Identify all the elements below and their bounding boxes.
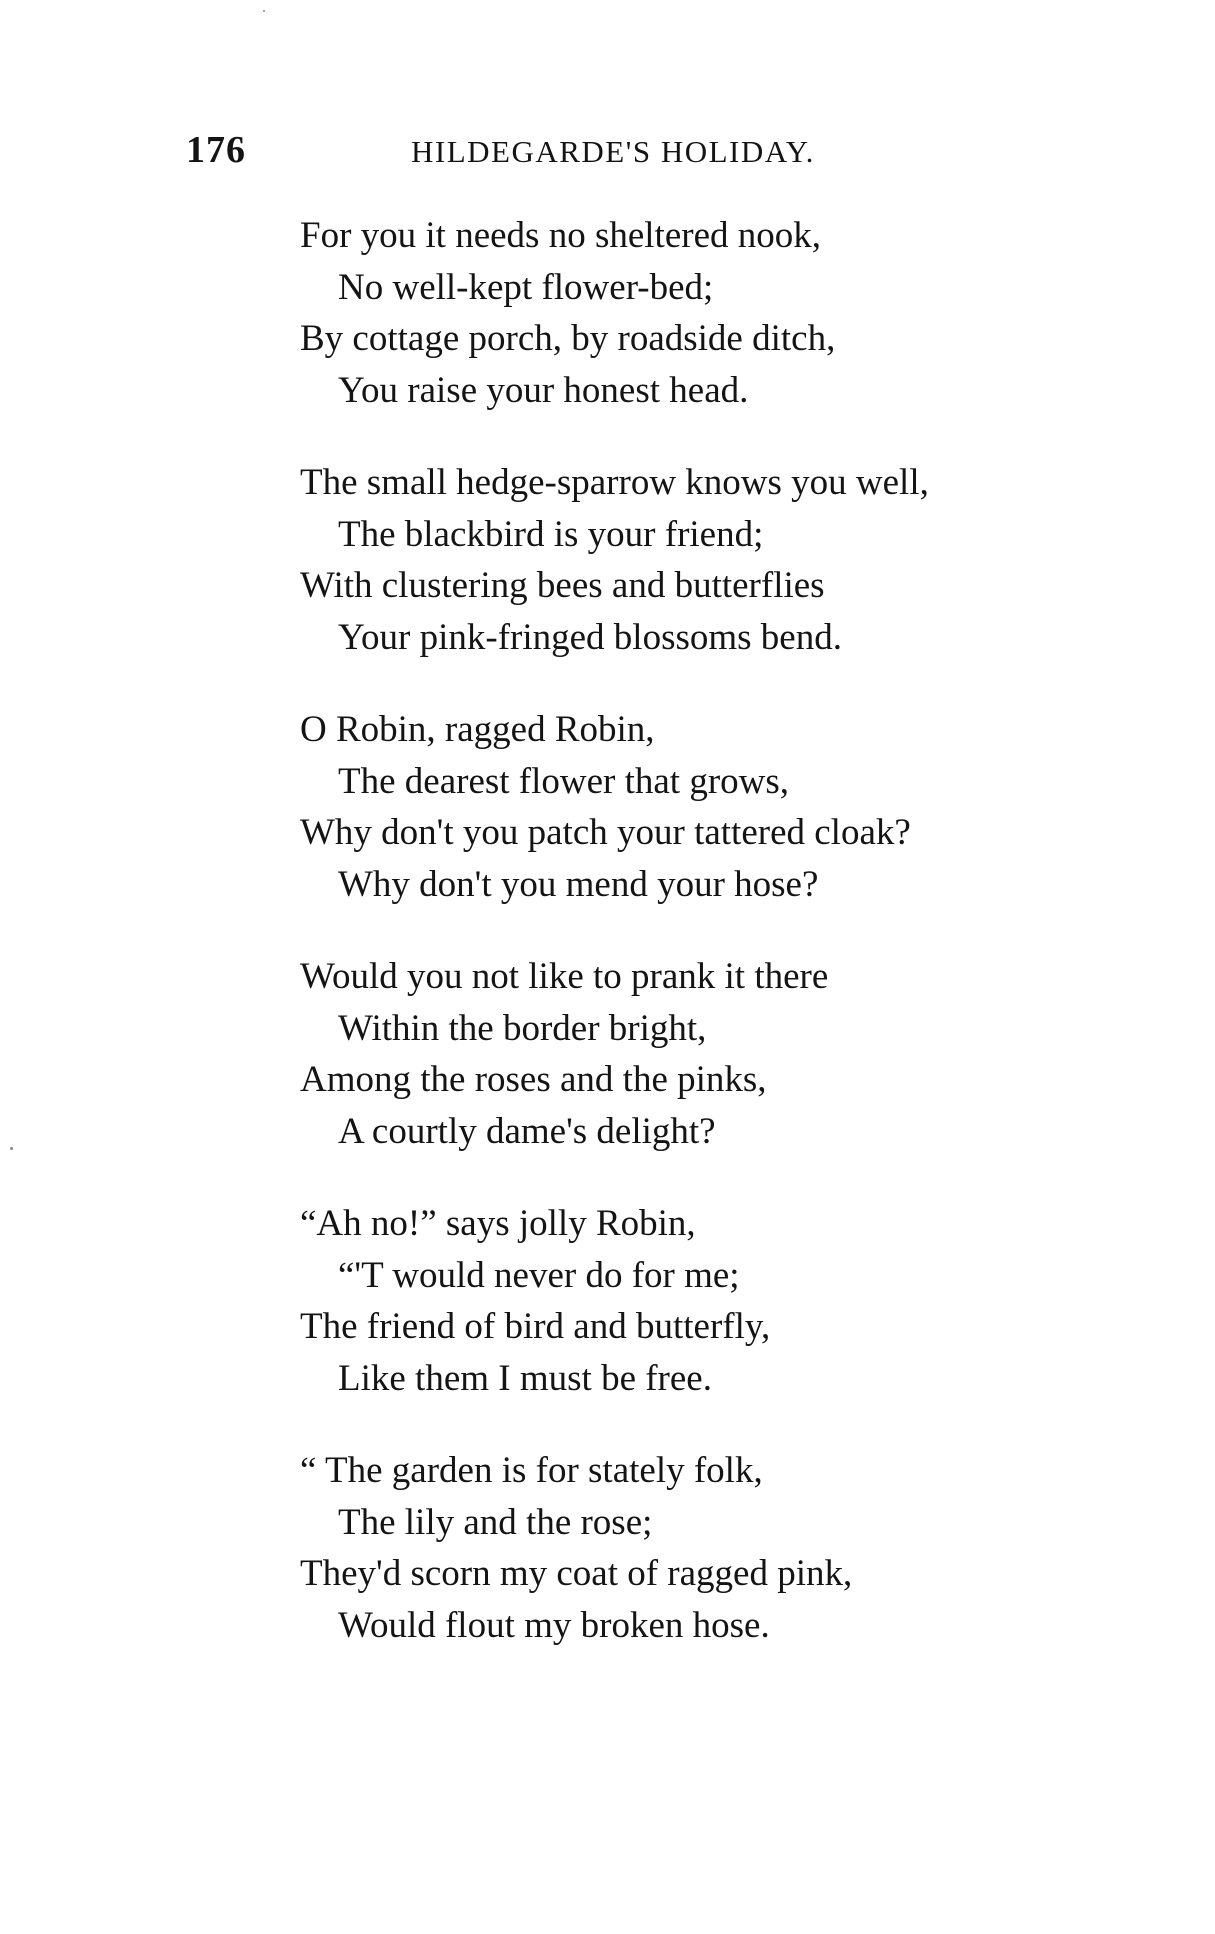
poem-line: By cottage porch, by roadside ditch, (300, 318, 836, 359)
poem-line: Among the roses and the pinks, (300, 1059, 767, 1100)
poem-line: Why don't you patch your tattered cloak? (300, 812, 911, 853)
paper-speck (263, 10, 265, 12)
page-header (186, 128, 916, 178)
poem-line: O Robin, ragged Robin, (300, 709, 655, 750)
poem-line: Like them I must be free. (338, 1357, 712, 1399)
poem-line: With clustering bees and butterflies (300, 565, 825, 606)
poem-line: You raise your honest head. (338, 369, 749, 411)
poem-line: The lily and the rose; (338, 1501, 653, 1543)
poem-line: “'T would never do for me; (338, 1254, 740, 1296)
poem-line: The small hedge-sparrow knows you well, (300, 462, 929, 503)
paper-speck (10, 1147, 13, 1150)
poem-line: Would you not like to prank it there (300, 956, 829, 997)
poem-line: The friend of bird and butterfly, (300, 1306, 771, 1347)
poem-line: Within the border bright, (338, 1007, 707, 1049)
poem-line: No well-kept flower-bed; (338, 266, 714, 308)
page-number: 176 (186, 129, 246, 171)
poem-line: “ The garden is for stately folk, (300, 1450, 763, 1491)
stanza-3 (300, 704, 1080, 910)
poem (300, 210, 1080, 1651)
poem-line: “Ah no!” says jolly Robin, (300, 1203, 696, 1244)
poem-line: For you it needs no sheltered nook, (300, 215, 821, 256)
poem-line: Your pink-fringed blossoms bend. (338, 616, 842, 658)
stanza-4 (300, 951, 1080, 1157)
stanza-2 (300, 457, 1080, 663)
poem-line: The blackbird is your friend; (338, 513, 764, 555)
running-title: HILDEGARDE'S HOLIDAY. (411, 134, 815, 169)
poem-line: A courtly dame's delight? (338, 1110, 716, 1152)
stanza-1 (300, 210, 1080, 416)
poem-line: The dearest flower that grows, (338, 760, 790, 802)
poem-line: They'd scorn my coat of ragged pink, (300, 1553, 853, 1594)
poem-line: Why don't you mend your hose? (338, 863, 819, 905)
stanza-6 (300, 1445, 1080, 1651)
stanza-5 (300, 1198, 1080, 1404)
poem-line: Would flout my broken hose. (338, 1604, 770, 1646)
